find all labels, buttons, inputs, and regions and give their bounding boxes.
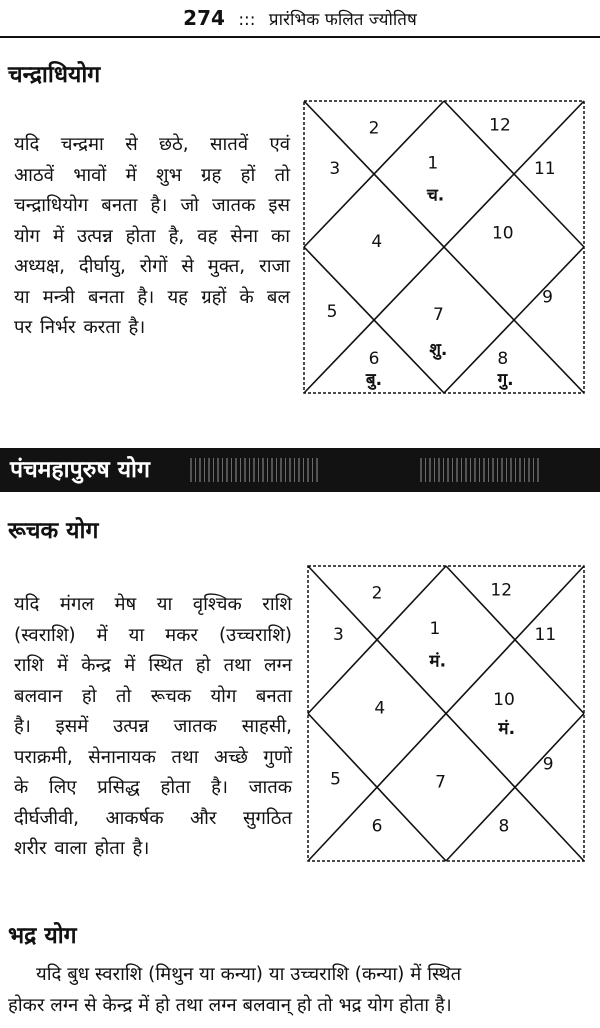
- paragraph-line: अध्यक्ष, दीर्घायु, रोगों से मुक्त, राजा: [14, 256, 290, 277]
- house-number: 11: [534, 624, 557, 645]
- house-number: 3: [332, 624, 344, 645]
- house-number: 2: [368, 118, 380, 139]
- book-title: प्रारंभिक फलित ज्योतिष: [268, 10, 417, 30]
- kundli-svg: [303, 100, 585, 394]
- page-header: [0, 0, 600, 36]
- house-number: 12: [490, 580, 513, 601]
- kundli-svg: [307, 565, 585, 862]
- paragraph-line: बलवान हो तो रूचक योग बनता: [14, 685, 292, 707]
- planet-label: मं.: [429, 651, 447, 672]
- paragraph-line: है। इसमें उत्पन्न जातक साहसी,: [14, 716, 292, 737]
- house-number: 9: [542, 287, 554, 308]
- house-number: 4: [374, 698, 386, 719]
- paragraph-line: (स्वराशि) में या मकर (उच्चराशि): [14, 624, 292, 646]
- section-paragraph-chandradhi: [14, 130, 290, 344]
- house-number: 8: [498, 816, 510, 837]
- planet-label: शु.: [429, 340, 448, 361]
- paragraph-line: यदि चन्द्रमा से छठे, सातवें एवं: [14, 134, 290, 155]
- house-number: 5: [330, 769, 342, 790]
- banner-title: पंचमहापुरुष योग: [10, 457, 150, 483]
- header-separator: :::: [238, 10, 256, 30]
- section-heading-ruchak: रूचक योग: [8, 518, 99, 544]
- paragraph-line: के लिए प्रसिद्ध होता है। जातक: [14, 777, 292, 798]
- print-noise: [420, 458, 540, 482]
- house-number: 12: [489, 115, 511, 136]
- house-number: 11: [533, 159, 556, 180]
- house-number: 1: [427, 153, 439, 174]
- house-number: 10: [491, 223, 514, 244]
- paragraph-line: आठवें भावों में शुभ ग्रह हों तो: [14, 164, 290, 186]
- paragraph-line: या मन्त्री बनता है। यह ग्रहों के बल: [14, 286, 290, 308]
- paragraph-line: होकर लग्न से केन्द्र में हो तथा लग्न बलवान् हो तो भद्र योग होता है।: [8, 994, 452, 1016]
- page-number: 274: [183, 6, 225, 30]
- planet-label: गु.: [497, 370, 514, 390]
- house-number: 4: [371, 232, 383, 253]
- chapter-banner: [0, 448, 600, 492]
- paragraph-line: राशि में केन्द्र में स्थित हो तथा लग्न: [14, 655, 292, 676]
- planet-label: बु.: [365, 370, 383, 390]
- paragraph-line: योग में उत्पन्न होता है, वह सेना का: [14, 225, 290, 247]
- kundli-chart-ruchak: [307, 565, 585, 862]
- kundli-chart-chandradhi: [303, 100, 585, 394]
- house-number: 9: [542, 754, 554, 775]
- paragraph-line: यदि मंगल मेष या वृश्चिक राशि: [14, 594, 292, 615]
- planet-label: च.: [426, 185, 445, 206]
- house-number: 3: [329, 159, 341, 180]
- section-heading-chandradhi: चन्द्राधियोग: [8, 62, 101, 88]
- paragraph-line: यदि बुध स्वराशि (मिथुन या कन्या) या उच्चराशि (कन्या) में स्थित: [36, 964, 462, 985]
- house-number: 7: [435, 772, 446, 793]
- section-paragraph-bhadra: [8, 960, 592, 1021]
- header-rule: [0, 36, 600, 38]
- paragraph-line: पर निर्भर करता है।: [14, 317, 146, 338]
- house-number: 1: [429, 618, 441, 639]
- section-paragraph-ruchak: [14, 590, 292, 865]
- house-number: 8: [497, 348, 509, 369]
- house-number: 5: [326, 302, 338, 323]
- paragraph-line: शरीर वाला होता है।: [14, 838, 150, 859]
- house-number: 2: [371, 583, 383, 604]
- paragraph-line: चन्द्राधियोग बनता है। जो जातक इस: [14, 195, 290, 216]
- house-number: 6: [371, 816, 383, 837]
- paragraph-line: पराक्रमी, सेनानायक तथा अच्छे गुणों: [14, 746, 292, 768]
- house-number: 6: [368, 348, 380, 369]
- print-noise: [190, 458, 320, 482]
- paragraph-line: दीर्घजीवी, आकर्षक और सुगठित: [14, 807, 292, 829]
- planet-label: मं.: [498, 719, 516, 740]
- house-number: 7: [432, 305, 444, 326]
- section-heading-bhadra: भद्र योग: [8, 923, 77, 949]
- house-number: 10: [493, 689, 515, 710]
